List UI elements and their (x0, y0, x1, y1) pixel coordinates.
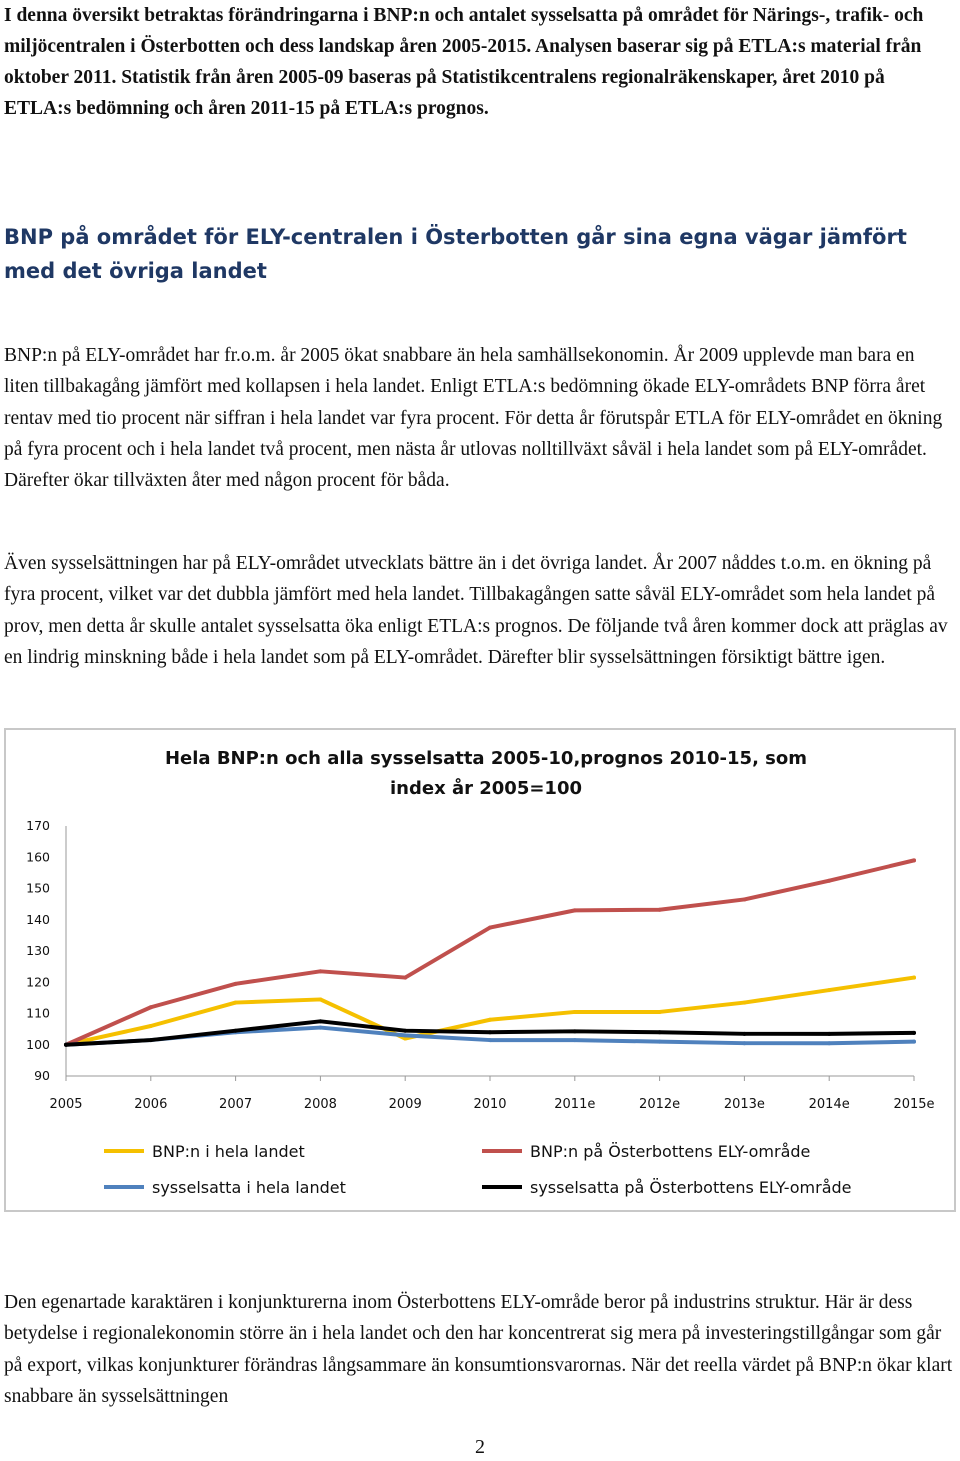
legend-label: BNP:n i hela landet (152, 1142, 305, 1161)
data-point (573, 908, 577, 912)
data-point (149, 1024, 153, 1028)
data-point (573, 1029, 577, 1033)
x-tick-label: 2012e (639, 1097, 681, 1112)
legend-label: sysselsatta i hela landet (152, 1178, 346, 1197)
data-point (742, 1001, 746, 1005)
y-tick-label: 120 (26, 974, 50, 990)
data-point (488, 1038, 492, 1042)
x-tick-label: 2009 (388, 1097, 422, 1112)
data-point (234, 982, 238, 986)
data-point (573, 1038, 577, 1042)
data-point (64, 1043, 68, 1047)
data-point (488, 1030, 492, 1034)
data-point (318, 1019, 322, 1023)
data-point (742, 897, 746, 901)
x-tick-label: 2008 (303, 1097, 337, 1112)
line-chart (4, 728, 956, 1212)
y-tick-label: 150 (26, 880, 50, 896)
y-tick-label: 90 (34, 1068, 50, 1083)
data-point (573, 1010, 577, 1014)
body-paragraph-2: Även sysselsättningen har på ELY-området utvecklats bättre än i det övriga landet. År 2007 nåddes t.o.m. en ökning på fyra procent, vilket var det dubbla jämfört med hela landet. Tillbakagången satte såväl ELY-området som hela landet på prov, men detta år skulle antalet sysselsatta öka enligt ETLA:s prognos. De följande två åren kommer dock att präglas av en lindrig minskning både i hela landet som på ELY-området. Därefter blir sysselsättningen försiktigt bättre igen. (4, 553, 948, 668)
data-point (912, 1031, 916, 1035)
x-tick-label: 2013e (723, 1097, 765, 1112)
data-point (488, 1018, 492, 1022)
data-point (827, 988, 831, 992)
data-point (658, 1040, 662, 1044)
series-line (66, 860, 914, 1044)
data-point (742, 1041, 746, 1045)
x-tick-label: 2015e (893, 1097, 935, 1112)
data-point (742, 1032, 746, 1036)
y-tick-label: 110 (26, 1005, 50, 1021)
x-tick-label: 2006 (134, 1097, 168, 1112)
data-point (318, 1026, 322, 1030)
legend-label: BNP:n på Österbottens ELY-område (530, 1142, 811, 1161)
x-tick-label: 2007 (219, 1097, 253, 1112)
data-point (827, 879, 831, 883)
data-point (658, 908, 662, 912)
data-point (403, 1029, 407, 1033)
y-tick-label: 130 (26, 943, 50, 958)
x-tick-label: 2011e (554, 1097, 596, 1112)
data-point (234, 1001, 238, 1005)
body-paragraph-1: BNP:n på ELY-området har fr.o.m. år 2005 ökat snabbare än hela samhällsekonomin. År 2009 upplevde man bara en liten tillbakagång jämfört med kollapsen i hela landet. Enligt ETLA:s bedömning ökade ELY-områdets BNP förra året rentav med tio procent när siffran i hela landet var fyra procent. För detta år förutspår ETLA för ELY-området en ökning på fyra procent och i hela landet två procent, men nästa år utlovas nolltillväxt såväl i hela landet som på ELY-området. Därefter ökar tillväxten åter med någon procent för båda. (4, 345, 943, 492)
data-point (912, 1040, 916, 1044)
x-tick-label: 2005 (49, 1097, 83, 1112)
x-tick-label: 2014e (808, 1097, 850, 1112)
section-heading: BNP på området för ELY-centralen i Österbotten går sina egna vägar jämfört med det övriga landet (4, 225, 907, 283)
data-point (658, 1030, 662, 1034)
x-tick-label: 2010 (473, 1097, 507, 1112)
y-tick-label: 170 (26, 818, 50, 833)
chart-plot (6, 730, 954, 1210)
data-point (234, 1029, 238, 1033)
chart-title: Hela BNP:n och alla sysselsatta 2005-10,prognos 2010-15, som index år 2005=100 (164, 748, 808, 799)
y-tick-label: 100 (26, 1036, 50, 1052)
data-point (912, 976, 916, 980)
body-paragraph-3: Den egenartade karaktären i konjunkturerna inom Österbottens ELY-område beror på industrins struktur. Här är dess betydelse i regionalekonomin större än i hela landet och den har koncentrerat sig mera på investeringstillgångar som går på export, vilkas konjunkturer förändras långsammare än konsumtionsvarornas. När det reella värdet på BNP:n ökar klart snabbare än sysselsättningen (4, 1292, 953, 1407)
y-tick-label: 160 (26, 849, 50, 865)
data-point (318, 997, 322, 1001)
data-point (488, 926, 492, 930)
y-tick-label: 140 (26, 911, 50, 927)
data-point (658, 1010, 662, 1014)
data-point (403, 1033, 407, 1037)
data-point (827, 1041, 831, 1045)
data-point (318, 969, 322, 973)
data-point (827, 1032, 831, 1036)
data-point (149, 1038, 153, 1042)
data-point (403, 976, 407, 980)
intro-paragraph: I denna översikt betraktas förändringarna i BNP:n och antalet sysselsatta på området för Närings-, trafik- och miljöcentralen i Österbotten och dess landskap åren 2005-2015. Analysen baserar sig på ETLA:s material från oktober 2011. Statistik från åren 2005-09 baseras på Statistikcentralens regionalräkenskaper, året 2010 på ETLA:s bedömning och åren 2011-15 på ETLA:s prognos. (4, 5, 924, 119)
page-number: 2 (475, 1436, 485, 1458)
data-point (149, 1005, 153, 1009)
legend-label: sysselsatta på Österbottens ELY-område (530, 1178, 852, 1197)
data-point (912, 858, 916, 862)
